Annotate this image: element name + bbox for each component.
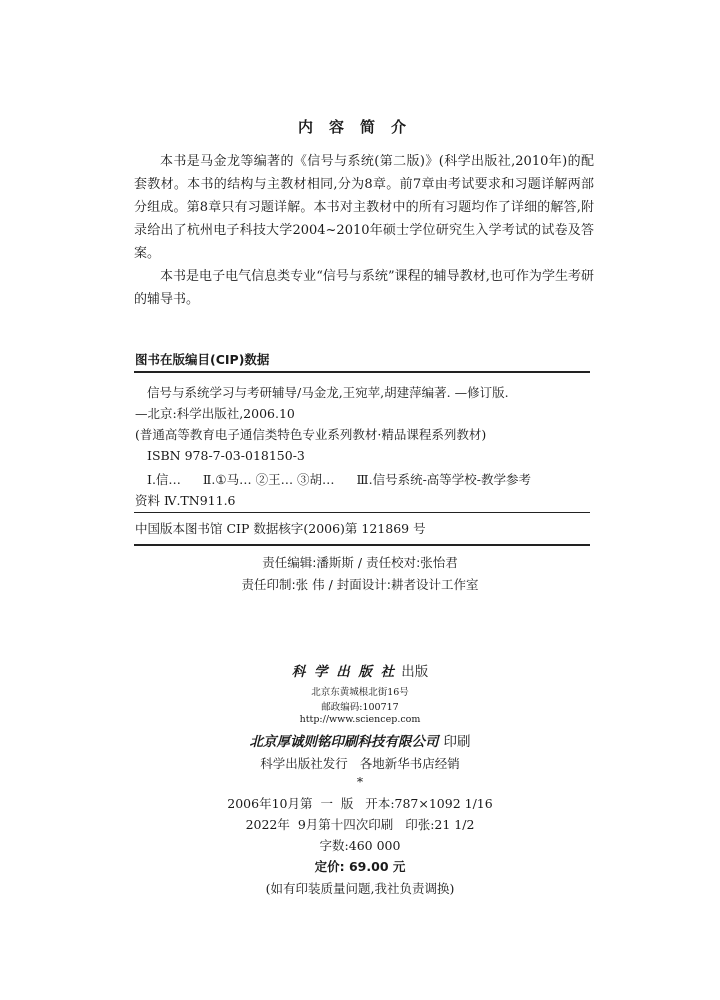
quality-note: (如有印装质量问题,我社负责调换) bbox=[265, 881, 455, 896]
edition-line: 2006年10月第 一 版 开本:787×1092 1/16 bbox=[227, 796, 493, 811]
cip-mid-rule bbox=[134, 512, 590, 513]
printer-name: 北京厚诚则铭印刷科技有限公司 bbox=[249, 734, 439, 750]
cip-verify-line: 中国版本图书馆 CIP 数据核字(2006)第 121869 号 bbox=[135, 521, 426, 536]
cip-top-rule bbox=[134, 371, 590, 373]
editor-credits: 责任编辑:潘斯斯 / 责任校对:张怡君 bbox=[262, 555, 458, 570]
cip-line: —北京:科学出版社,2006.10 bbox=[135, 406, 295, 421]
publisher-address: 北京东黄城根北街16号 bbox=[311, 687, 409, 698]
cip-line: (普通高等教育电子通信类特色专业系列教材·精品课程系列教材) bbox=[135, 427, 487, 442]
cip-class-part: Ⅱ.①马… ②王… ③胡… bbox=[202, 472, 335, 487]
price-line: 定价: 69.00 元 bbox=[314, 859, 406, 874]
cip-class-part: Ⅰ.信… bbox=[147, 472, 181, 487]
page-title: 内容简介 bbox=[297, 118, 422, 136]
cip-record bbox=[135, 382, 591, 511]
cip-bottom-rule bbox=[134, 544, 590, 546]
publisher-postcode: 邮政编码:100717 bbox=[321, 702, 399, 713]
publisher-suffix: 出版 bbox=[401, 664, 429, 680]
word-count: 字数:460 000 bbox=[319, 838, 401, 853]
print-credits: 责任印制:张 伟 / 封面设计:耕者设计工作室 bbox=[241, 577, 479, 592]
distribution-line: 科学出版社发行 各地新华书店经销 bbox=[260, 756, 460, 771]
intro-paragraph: 本书是电子电气信息类专业“信号与系统”课程的辅导教材,也可作为学生考研的辅导书。 bbox=[134, 269, 594, 307]
cip-line: 资料 Ⅳ.TN911.6 bbox=[135, 493, 236, 508]
cip-isbn: ISBN 978-7-03-018150-3 bbox=[147, 448, 305, 463]
cip-class-part: Ⅲ.信号系统-高等学校-教学参考 bbox=[356, 472, 532, 487]
cip-classification bbox=[135, 469, 591, 490]
publisher-name: 科 学 出 版 社 bbox=[291, 664, 397, 680]
printing-line: 2022年 9月第十四次印刷 印张:21 1/2 bbox=[245, 817, 475, 832]
cip-heading: 图书在版编目(CIP)数据 bbox=[135, 352, 270, 367]
cip-line: 信号与系统学习与考研辅导/马金龙,王宛苹,胡建萍编著. —修订版. bbox=[147, 385, 509, 400]
intro-paragraph: 本书是马金龙等编著的《信号与系统(第二版)》(科学出版社,2010年)的配套教材。本书的结构与主教材相同,分为8章。前7章由考试要求和习题详解两部分组成。第8章只有习题详解。本书对主教材中的所有习题均作了详细的解答,附录给出了杭州电子科技大学2004~2010年硕士学位研究生入学考试的试卷及答案。 bbox=[134, 154, 594, 261]
separator-star: * bbox=[356, 774, 364, 789]
cip-verify bbox=[135, 518, 591, 539]
publisher-url: http://www.sciencep.com bbox=[299, 714, 421, 725]
publisher-line bbox=[0, 660, 720, 680]
printer-suffix: 印刷 bbox=[443, 734, 471, 750]
printer-line bbox=[0, 730, 720, 750]
intro-section bbox=[134, 150, 594, 311]
